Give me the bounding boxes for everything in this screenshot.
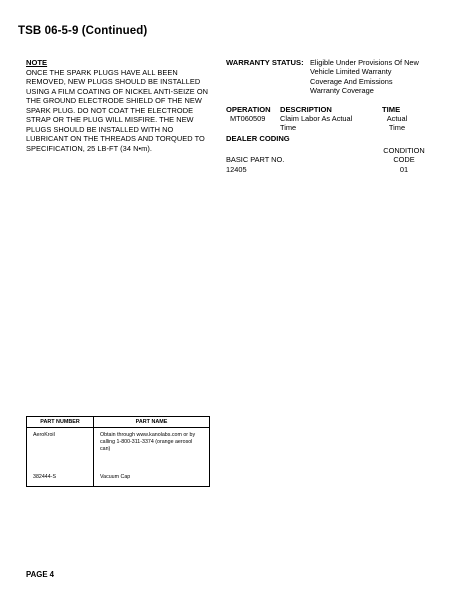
parts-name-cell [94, 428, 210, 487]
note-section [26, 58, 212, 153]
page-title: TSB 06-5-9 (Continued) [18, 25, 148, 37]
operation-time: Actual Time [386, 114, 408, 133]
part-name: Obtain through www.kanolabs.com or by calling 1-800-311-3374 (orange aerosol can) [100, 432, 196, 452]
operation-description: Claim Labor As Actual Time [280, 114, 353, 133]
parts-header-name: PART NAME [94, 417, 210, 428]
operation-header-label: OPERATION [226, 105, 271, 114]
time-header-label: TIME [382, 105, 401, 114]
basic-part-label: BASIC PART NO. [226, 155, 285, 164]
part-number: 382444-S [33, 474, 56, 480]
parts-table-header-row [27, 417, 210, 428]
part-name: Vacuum Cap [100, 474, 131, 480]
parts-header-number: PART NUMBER [27, 417, 94, 428]
operation-code: MT060509 [230, 114, 266, 123]
page-number: PAGE 4 [26, 570, 55, 579]
condition-code-label: CONDITION CODE [383, 146, 425, 165]
basic-part-value: 12405 [226, 165, 247, 174]
note-heading: NOTE [26, 58, 48, 67]
part-number: AeroKroil [33, 432, 55, 438]
note-body: ONCE THE SPARK PLUGS HAVE ALL BEEN REMOVED, NEW PLUGS SHOULD BE INSTALLED USING A FILM COATING OF NICKEL ANTI-SEIZE ON THE GROUND ELECTRODE SHIELD OF THE NEW SPARK PLUG. DO NOT COAT THE ELECTRODE STRAP OR THE PLUG WILL MISFIRE. THE NEW PLUGS SHOULD BE INSTALLED WITH NO LUBRICANT ON THE THREADS AND TORQUED TO SPECIFICATION, 25 LB-FT (34 N•m). [26, 67, 209, 153]
condition-code-value: 01 [399, 165, 409, 174]
warranty-status-value: Eligible Under Provisions Of New Vehicle Limited Warranty Coverage And Emissions Warranty Coverage [310, 58, 419, 96]
warranty-status-label: WARRANTY STATUS: [226, 58, 304, 67]
parts-table [26, 416, 210, 487]
dealer-coding-heading: DEALER CODING [226, 134, 290, 143]
description-header-label: DESCRIPTION [280, 105, 332, 114]
parts-number-cell [27, 428, 94, 487]
table-row [27, 428, 210, 487]
